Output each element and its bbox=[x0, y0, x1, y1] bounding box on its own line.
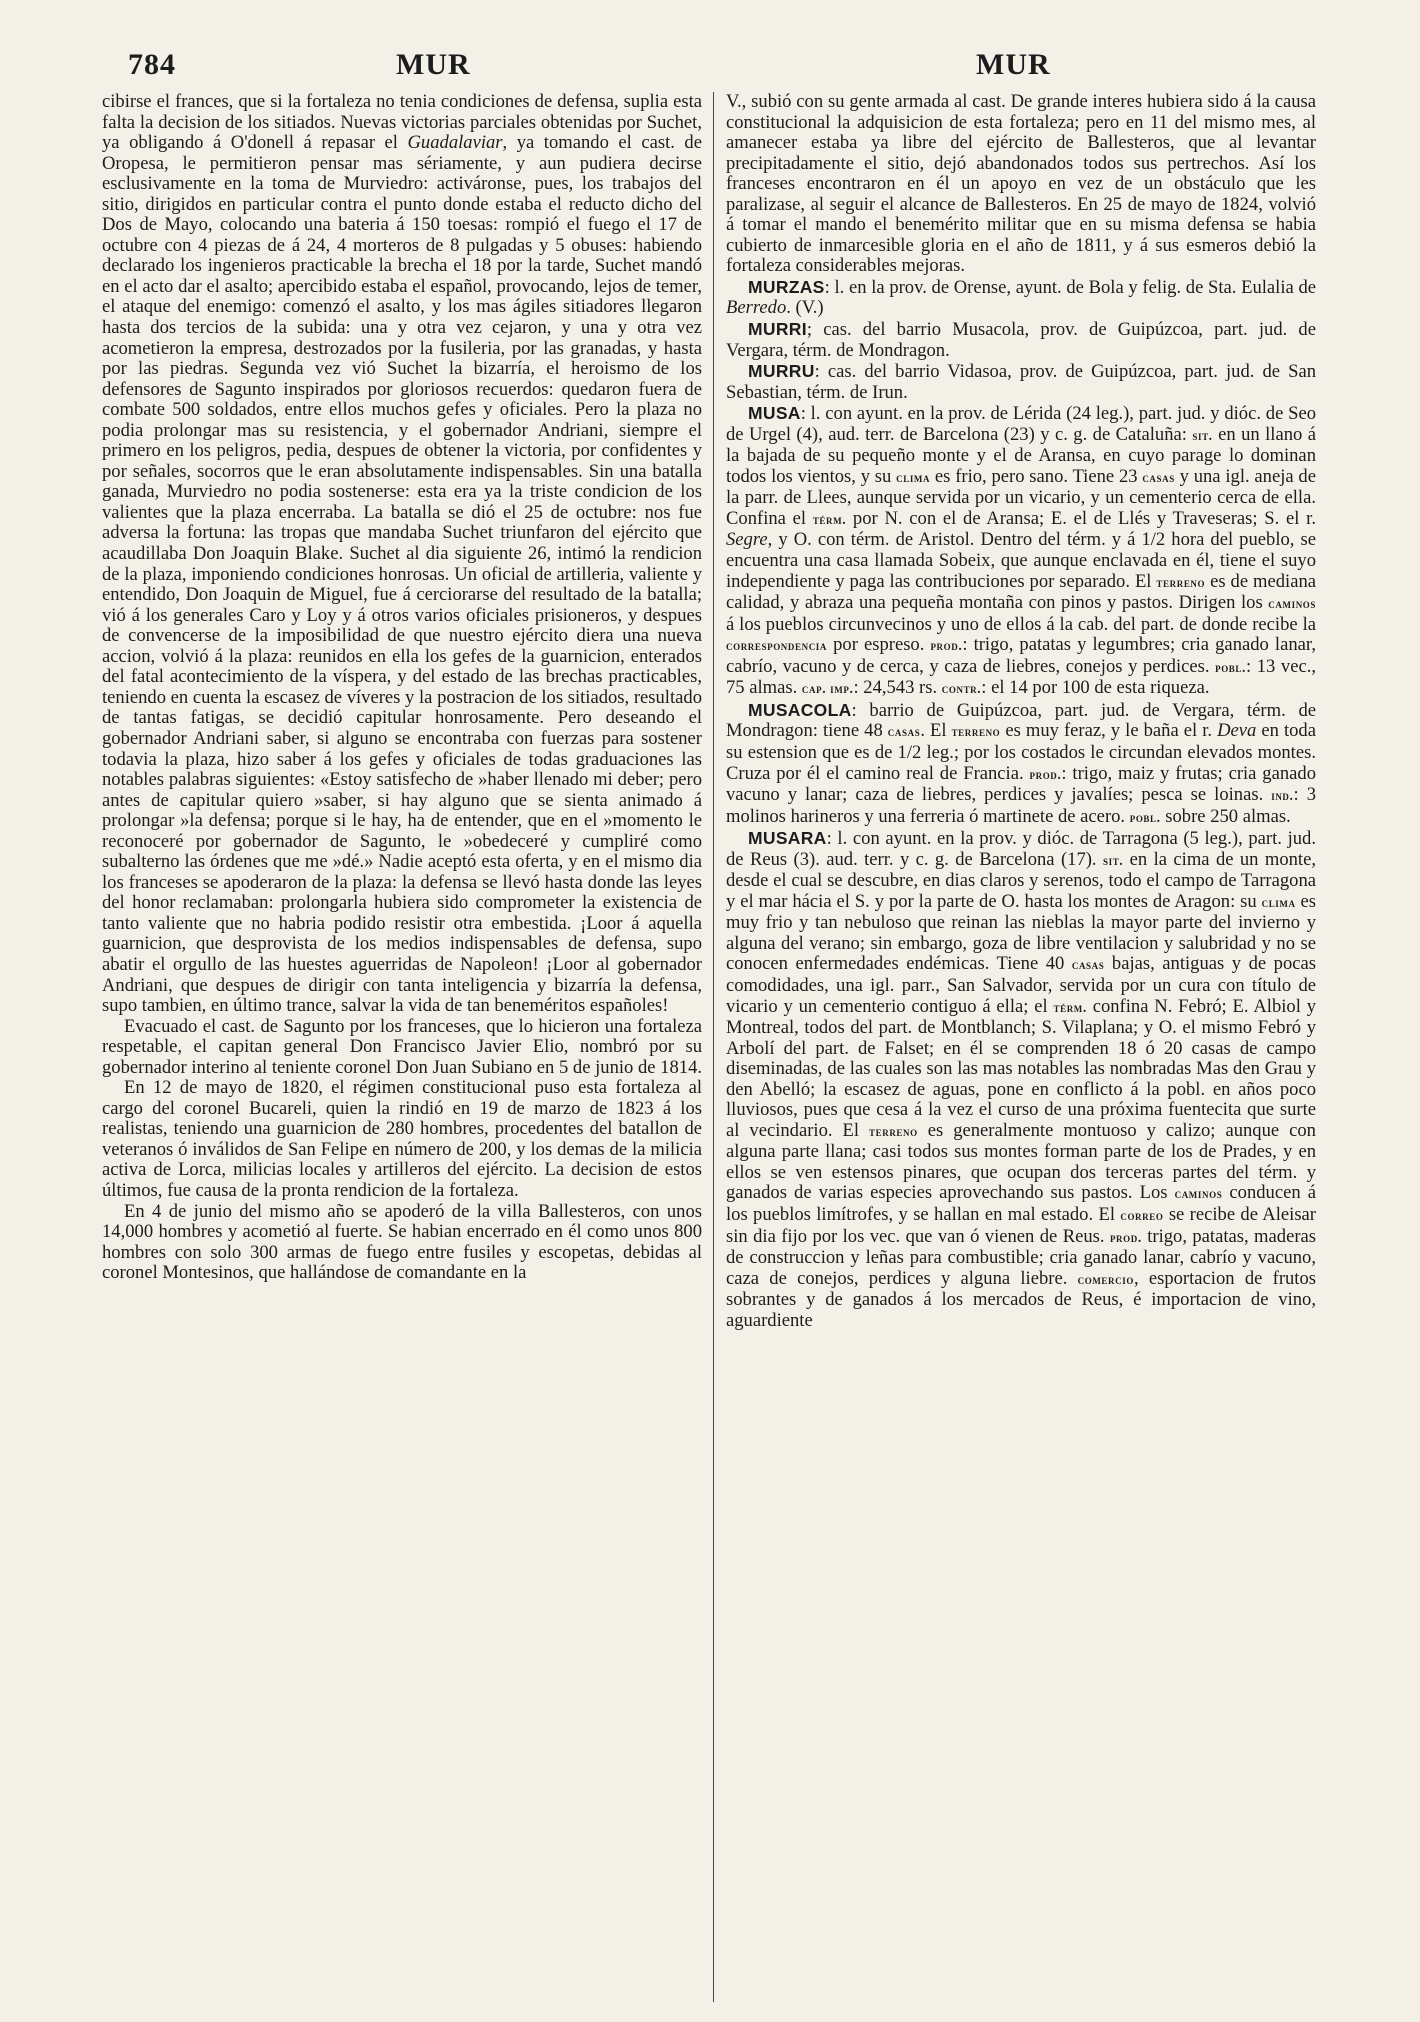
page-header bbox=[128, 48, 1316, 88]
paragraph-continuation: V., subió con su gente armada al cast. De grande interes hubiera sido á la causa constitucional la adquisicion de esta fortaleza; pero en 11 del mismo mes, al amanecer estaba ya libre del ejército de Ballesteros, que al levantar precipitadamente el sitio, dejó abandonados todos sus pertrechos. Así los franceses encontraron en él un apoyo en vez de un obstáculo que les paralizase, al seguir el alcance de Ballesteros. En 25 de mayo de 1824, volvió á tomar el mando el benemérito militar que en su misma defensa se habia cubierto de inmarcesible gloria en el año de 1811, y á sus esmeros debió la fortaleza considerables mejoras. bbox=[726, 92, 1316, 277]
paragraph-evacuation: Evacuado el cast. de Sagunto por los franceses, que lo hicieron una fortaleza respetable, el capitan general Don Francisco Javier Elio, nombró por su gobernador interino al teniente coronel Don Juan Subiano en 5 de junio de 1814. bbox=[102, 1015, 702, 1078]
headword: MURRI bbox=[748, 319, 807, 340]
paragraph-sagunto-siege: cibirse el frances, que si la fortaleza no tenia condiciones de defensa, suplia esta falta la decision de los sitiados. Nuevas victorias parciales obtenidas por Suchet, ya obligando á O'donell á repasar el Guadalaviar, ya tomando el cast. de Oropesa, le permitieron pensar mas sériamente, y aun pudiera decirse esclusivamente en la toma de Murviedro: activáronse, pues, los trabajos del sitio, dirigidos en particular contra el punto donde estaba el reducto dicho del Dos de Mayo, colocando una bateria á 150 toesas: rompió el fuego el 17 de octubre con 4 piezas de á 24, 4 morteros de 8 pulgadas y 5 obuses: habiendo declarado los ingenieros practicable la brecha el 18 por la tarde, Suchet mandó en el acto dar el asalto; apercibido estaba el español, provocando, lejos de temer, el ataque del enemigo: comenzó el asalto, y los mas ágiles sitiadores llegaron hasta dos tercios de la subida: una y otra vez cejaron, y una y otra vez acometieron la empresa, destrozados por la fusileria, por las granadas, y hasta por las piedras. Segunda vez vió Suchet la bizarría, el heroismo de los defensores de Sagunto inspirados por gloriosos recuerdos: quedaron fuera de combate 500 soldados, entre ellos muchos gefes y oficiales. Pero la plaza no podia prolongar mas su resistencia, y el gobernador Andriani, siempre el primero en los peligros, pedia, despues de obtener la victoria, por confidentes y por señales, socorros que le eran absolutamente indispensables. Sin una batalla ganada, Murviedro no podia sostenerse: esta era ya la triste condicion de los valientes que la plaza encerraba. La batalla se dió el 25 de octubre: nos fue adversa la fortuna: las tropas que mandaba Suchet triunfaron del ejército que acaudillaba Don Joaquin Blake. Suchet al dia siguiente 26, intimó la rendicion de la plaza, imponiendo condiciones honrosas. Un oficial de artilleria, valiente y entendido, Don Joaquin de Miguel, fue á cerciorarse del resultado de la batalla; vió á los generales Caro y Loy y á otros varios oficiales prisioneros, y despues de convencerse de la imposibilidad de que nuestro ejército diera una nueva accion, volvió á la plaza: reunidos en ella los gefes de la guarnicion, enterados del fatal acontecimiento de la víspera, y del estado de las brechas practicables, teniendo en cuenta la escasez de víveres y la postracion de los sitiados, resultado de tantas fatigas, se decidió capitular honrosamente. Pero deseando el gobernador Andriani saber, si alguno se encontraba con fuerzas para sostener todavia la plaza, hizo saber á los gefes y oficiales de todas graduaciones las notables palabras siguientes: «Estoy satisfecho de »haber llenado mi deber; pero antes de capitular quiero »saber, si hay alguno que se sienta animado á prolongar »la defensa; porque si le hay, ha de entender, que en el »momento le reconoceré por gobernador de Sagunto, le »obedeceré y cumpliré como subalterno las órdenes que me »dé.» Nadie aceptó esta oferta, y en el mismo dia los franceses se apoderaron de la plaza: la defensa se llevó hasta donde las leyes del honor reclamaban: prolongarla hubiera sido comprometer la existencia de tanto valiente que no habria podido resistir otra embestida. ¡Loor á aquella guarnicion, que desprovista de los medios indispensables de defensa, supo abatir el orgullo de las huestes aguerridas de Napoleon! ¡Loor al gobernador Andriani, que despues de dirigir con tanta inteligencia y bizarría la defensa, supo tambien, en último trance, salvar la vida de tan beneméritos españoles! bbox=[102, 92, 702, 1017]
right-column bbox=[726, 92, 1316, 2002]
headword: MUSACOLA bbox=[748, 699, 852, 720]
column-divider bbox=[713, 92, 714, 2002]
running-head-right: MUR bbox=[976, 48, 1051, 81]
entry-murru: MURRU: cas. del barrio Vidasoa, prov. de Guipúzcoa, part. jud. de San Sebastian, térm. de Irun. bbox=[726, 361, 1316, 403]
entry-musara: MUSARA: l. con ayunt. en la prov. y dióc. de Tarragona (5 leg.), part. jud. de Reus (3). aud. terr. y c. g. de Barcelona (17). sit. en la cima de un monte, desde el cual se descubre, en dias claros y serenos, todo el campo de Tarragona y el mar hácia el S. y por la parte de O. hasta los montes de Aragon: su clima es muy frio y tan nebuloso que reinan las nieblas la mayor parte del invierno y alguna del verano; sin embargo, goza de libre ventilacion y salubridad y no se conocen enfermedades endémicas. Tiene 40 casas bajas, antiguas y de pocas comodidades, una igl. parr., San Salvador, servida por un cura con título de vicario y un cementerio contiguo á ella; el térm. confina N. Febró; E. Albiol y Montreal, todos del part. de Montblanch; S. Vilaplana; y O. el mismo Febró y Arbolí del part. de Falset; en él se comprenden 18 ó 20 casas de campo diseminadas, de las cuales son las mas notables las nombradas Mas den Grau y den Abelló; la escasez de aguas, pone en conflicto á la pobl. en años poco lluviosos, pues que cesa á la vez el curso de una próxima fuentecita que surte al vecindario. El terreno es generalmente montuoso y calizo; aunque con alguna parte llana; casi todos sus montes forman parte de los de Prades, y en ellos se ven estensos pinares, que ocupan dos terceras partes del térm. y ganados de varias especies aprovechando sus pastos. Los caminos conducen á los pueblos limítrofes, y se hallan en mal estado. El correo se recibe de Aleisar sin dia fijo por los vec. que van ó vienen de Reus. prod. trigo, patatas, maderas de construccion y leñas para combustible; cria ganado lanar, cabrío y vacuno, caza de conejos, perdices y alguna liebre. comercio, esportacion de frutos sobrantes y de ganados á los mercados de Reus, é importacion de vino, aguardiente bbox=[726, 828, 1316, 1331]
headword: MUSA bbox=[748, 403, 801, 424]
headword: MURRU bbox=[748, 361, 815, 382]
page-number: 784 bbox=[128, 48, 176, 81]
running-head-left: MUR bbox=[396, 48, 471, 81]
headword: MUSARA bbox=[748, 828, 827, 849]
entry-musa: MUSA: l. con ayunt. en la prov. de Lérida (24 leg.), part. jud. y dióc. de Seo de Urgel (4), aud. terr. de Barcelona (23) y c. g. de Cataluña: sit. en un llano á la bajada de su pequeño monte y el de Aransa, en cuyo parage lo dominan todos los vientos, y su clima es frio, pero sano. Tiene 23 casas y una igl. aneja de la parr. de Llees, aunque servida por un vicario, y un cementerio cerca de ella. Confina el térm. por N. con el de Aransa; E. el de Llés y Traveseras; S. el r. Segre, y O. con térm. de Aristol. Dentro del térm. y á 1/2 hora del pueblo, se encuentra una casa llamada Sobeix, que aunque enclavada en él, tiene el suyo independiente y paga las contribuciones por separado. El terreno es de mediana calidad, y abraza una pequeña montaña con pinos y pastos. Dirigen los caminos á los pueblos circunvecinos y uno de ellos á la cab. del part. de donde recibe la correspondencia por espreso. prod.: trigo, patatas y legumbres; cria ganado lanar, cabrío, vacuno y de cerca, y caza de liebres, conejos y perdices. pobl.: 13 vec., 75 almas. cap. imp.: 24,543 rs. contr.: el 14 por 100 de esta riqueza. bbox=[726, 403, 1316, 699]
left-column bbox=[102, 92, 702, 2002]
entry-musacola: MUSACOLA: barrio de Guipúzcoa, part. jud. de Vergara, térm. de Mondragon: tiene 48 casas. El terreno es muy feraz, y le baña el r. Deva en toda su estension que es de 1/2 leg.; por los costados le circundan elevados montes. Cruza por él el camino real de Francia. prod.: trigo, maiz y frutas; cria ganado vacuno y lanar; caza de liebres, perdices y javalíes; pesca se loinas. ind.: 3 molinos harineros y una ferreria ó martinete de acero. pobl. sobre 250 almas. bbox=[726, 699, 1316, 827]
entry-murri: MURRI; cas. del barrio Musacola, prov. de Guipúzcoa, part. jud. de Vergara, térm. de Mondragon. bbox=[726, 319, 1316, 361]
paragraph-1820: En 12 de mayo de 1820, el régimen constitucional puso esta fortaleza al cargo del coronel Bucareli, quien la rindió en 19 de marzo de 1823 á los realistas, teniendo una guarnicion de 280 hombres, procedentes del batallon de veteranos ó inválidos de San Felipe en número de 200, y los demas de la milicia activa de Lorca, milicias locales y artilleros del ejército. La decision de estos últimos, fue causa de la pronta rendicion de la fortaleza. bbox=[102, 1077, 702, 1201]
headword: MURZAS bbox=[748, 276, 825, 297]
entry-murzas: MURZAS: l. en la prov. de Orense, ayunt. de Bola y felig. de Sta. Eulalia de Berredo. (V.) bbox=[726, 276, 1316, 319]
paragraph-ballesteros: En 4 de junio del mismo año se apoderó de la villa Ballesteros, con unos 14,000 hombres y acometió al fuerte. Se habian encerrado en él como unos 800 hombres con solo 300 armas de fuego entre fusiles y escopetas, debidas al coronel Montesinos, que hallándose de comandante en la bbox=[102, 1200, 702, 1284]
